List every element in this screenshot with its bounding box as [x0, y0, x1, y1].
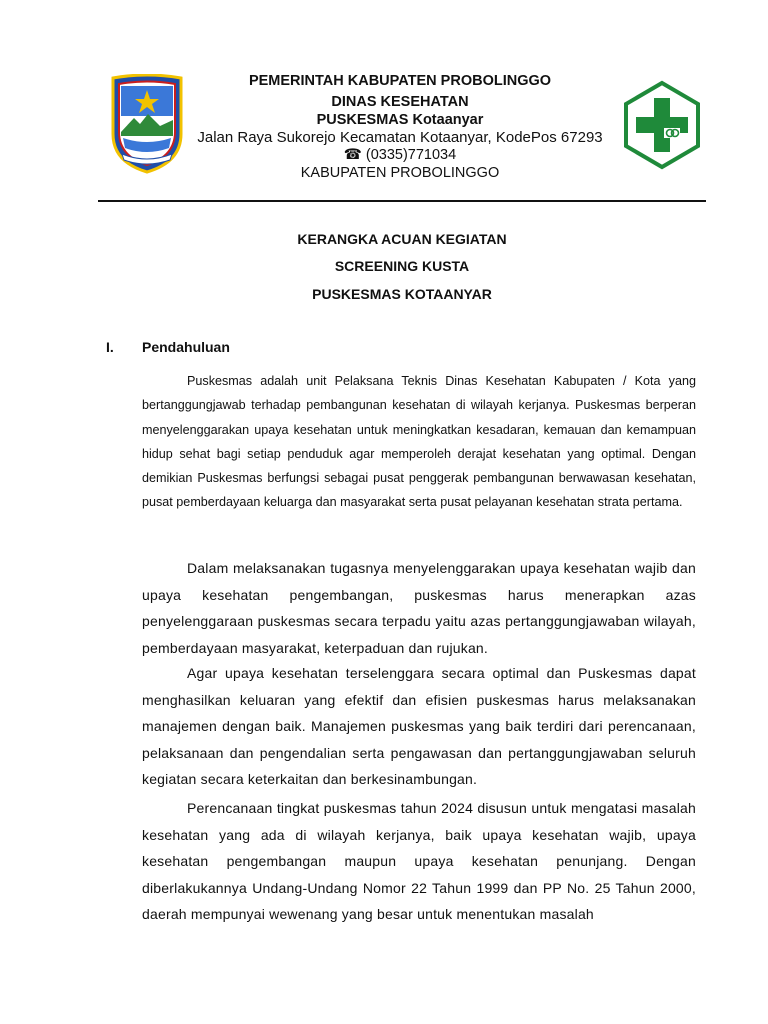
paragraph: Puskesmas adalah unit Pelaksana Teknis Dinas Kesehatan Kabupaten / Kota yang bertanggungjawab terhadap pembangunan kesehatan di wilayah kerjanya. Puskesmas berperan menyelenggarakan upaya kesehatan untuk meningkatkan kesadaran, kemauan dan kemampuan hidup sehat bagi setiap penduduk agar memperoleh derajat kesehatan yang optimal. Dengan demikian Puskesmas berfungsi sebagai pusat penggerak pembangunan berwawasan kesehatan, pusat pemberdayaan keluarga dan masyarakat serta pusat pelayanan kesehatan strata pertama.: [142, 374, 696, 510]
document-organization: PUSKESMAS KOTAANYAR: [312, 286, 492, 302]
document-subtitle: SCREENING KUSTA: [334, 258, 470, 274]
letterhead-address: Jalan Raya Sukorejo Kecamatan Kotaanyar, KodePos 67293: [197, 129, 603, 146]
phone-icon: ☎: [343, 147, 362, 163]
letterhead-phone: (0335)771034: [365, 147, 457, 163]
paragraph: Agar upaya kesehatan terselenggara secara optimal dan Puskesmas dapat menghasilkan keluaran yang efektif dan efisien puskesmas harus melaksanakan manajemen dengan baik. Manajemen puskesmas yang baik terdiri dari perencanaan, pelaksanaan dan pengendalian serta pengawasan dan pertanggungjawaban seluruh kegiatan secara keterkaitan dan berkesinambungan.: [142, 665, 696, 788]
letterhead-government: PEMERINTAH KABUPATEN PROBOLINGGO: [248, 73, 552, 89]
letterhead-phone-line: [170, 148, 630, 163]
letterhead-puskesmas: PUSKESMAS Kotaanyar: [316, 112, 484, 128]
puskesmas-logo: [622, 80, 702, 170]
section-number: I.: [106, 339, 114, 355]
letterhead-region: KABUPATEN PROBOLINGGO: [300, 165, 500, 181]
document-title: KERANGKA ACUAN KEGIATAN: [297, 231, 507, 247]
paragraph: Dalam melaksanakan tugasnya menyelenggarakan upaya kesehatan wajib dan upaya kesehatan pengembangan, puskesmas harus menerapkan azas penyelenggaraan puskesmas secara terpadu yaitu azas pertanggungjawaban wilayah, pemberdayaan masyarakat, keterpaduan dan rujukan.: [142, 560, 696, 656]
letterhead-agency: DINAS KESEHATAN: [331, 94, 469, 110]
letterhead-divider: [98, 200, 706, 202]
paragraph: Perencanaan tingkat puskesmas tahun 2024 disusun untuk mengatasi masalah kesehatan yang ada di wilayah kerjanya, baik upaya kesehatan wajib, upaya kesehatan pengembangan maupun upaya kesehatan penunjang. Dengan diberlakukannya Undang-Undang Nomor 22 Tahun 1999 dan PP No. 25 Tahun 2000, daerah mempunyai wewenang yang besar untuk menentukan masalah: [142, 800, 696, 923]
section-title: Pendahuluan: [142, 339, 230, 355]
